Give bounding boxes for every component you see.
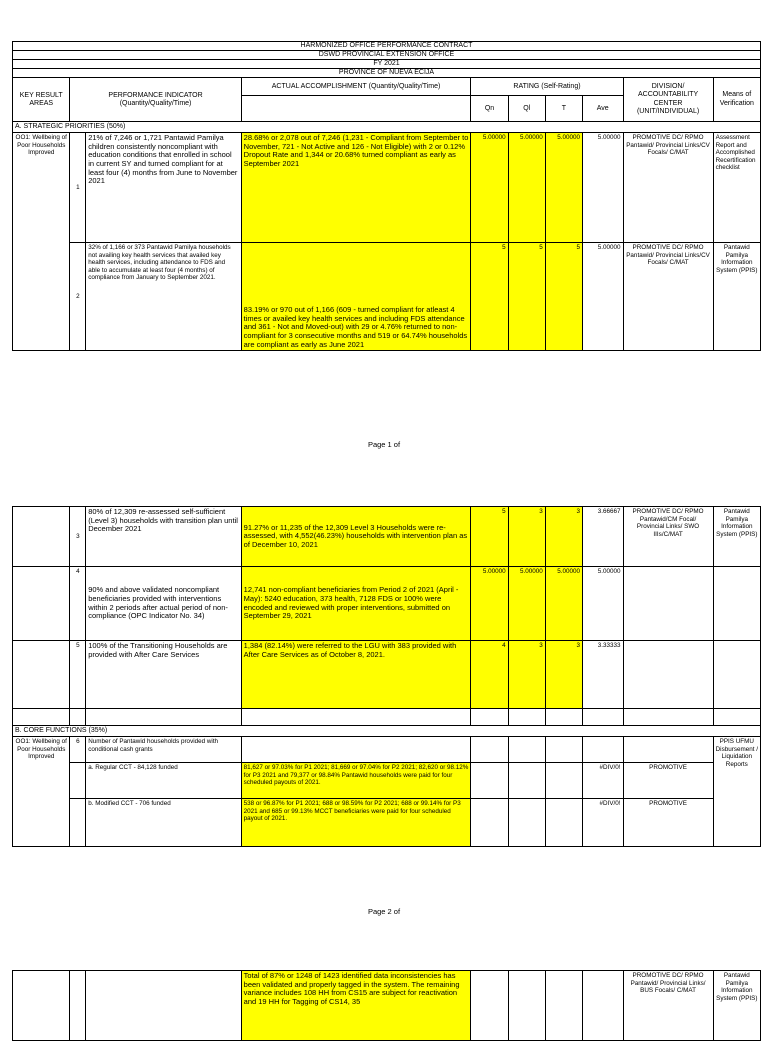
means-cell: Pantawid Pamilya Information System (PPIS) <box>713 507 760 567</box>
page-2-sheet <box>12 506 761 847</box>
division-cell <box>623 737 713 763</box>
indicator-cell: 90% and above validated noncompliant beneficiaries provided with interventions within 2 periods after actual period of non-compliance (OPC Indicator No. 34) <box>86 567 241 641</box>
section-strategic-priorities: A. STRATEGIC PRIORITIES (50%) <box>13 122 761 133</box>
page-number: Page 1 of <box>367 440 401 449</box>
division-cell <box>623 641 713 709</box>
means-cell: PPIS UFMU Disbursement / Liquidation Reports <box>713 737 760 847</box>
subitem-label: b. Modified CCT - 706 funded <box>86 799 241 847</box>
indicator-cell: 21% of 7,246 or 1,721 Pantawid Pamilya children consistently noncompliant with education conditions that enrolled in school in current SY and turned compliant for at least four (4) months from June to November 2021 <box>86 133 241 243</box>
rating-ave: 5.00000 <box>582 567 623 641</box>
rating-ave: 3.66667 <box>582 507 623 567</box>
fiscal-year: FY 2021 <box>13 60 761 69</box>
row-number: 5 <box>70 641 86 709</box>
division-cell: PROMOTIVE DC/ RPMO Pantawid/CM Focal/ Provincial Links/ SWO IIIs/C/MAT <box>623 507 713 567</box>
province-title: PROVINCE OF NUEVA ECIJA <box>13 69 761 78</box>
col-qn-header: Qn <box>471 96 508 122</box>
page-number: Page 2 of <box>367 907 401 916</box>
accomplishment-cell: 91.27% or 11,235 of the 12,309 Level 3 Households were re-assessed, with 4,552(46.23%) households with intervention plan as of December 10, 2021 <box>241 507 471 567</box>
col-kra-header: KEY RESULT AREAS <box>13 78 70 122</box>
col-means-header: Means of Verification <box>713 78 760 122</box>
division-cell: PROMOTIVE <box>623 799 713 847</box>
kra-cell-empty <box>13 971 70 1041</box>
rating-ave: 5.00000 <box>582 243 623 351</box>
division-cell: PROMOTIVE DC/ RPMO Pantawid/ Provincial Links/ BUS Focals/ C/MAT <box>623 971 713 1041</box>
rating-ave: 5.00000 <box>582 133 623 243</box>
col-accomplishment-blank <box>241 96 471 122</box>
accomplishment-cell: Total of 87% or 1248 of 1423 identified data inconsistencies has been validated and properly tagged in the system. The remaining variance includes 108 HH from CS15 are subject for reactivation and 19 HH for Tagging of CS14, 35 <box>241 971 471 1041</box>
col-division-header: DIVISION/ ACCOUNTABILITY CENTER (UNIT/INDIVIDUAL) <box>623 78 713 122</box>
accomplishment-cell: 83.19% or 970 out of 1,166 (609 - turned compliant for atleast 4 times or availed key health services and including FDS attendance and 361 - Not and Moved-out) with 29 or 4.76% returned to non-compliant for 3 consecutive months and 519 or 64.74% households are compliant as early as June 2021 <box>241 243 471 351</box>
indicator-cell: Number of Pantawid households provided with conditional cash grants <box>86 737 241 763</box>
rating-qn: 4 <box>471 641 508 709</box>
means-cell: Assessment Report and Accomplished Recertification checklist <box>713 133 760 243</box>
col-ave-header: Ave <box>582 96 623 122</box>
rating-t: 5.00000 <box>545 133 582 243</box>
rating-t: 3 <box>545 507 582 567</box>
col-t-header: T <box>545 96 582 122</box>
indicator-cell <box>86 971 241 1041</box>
division-cell <box>623 567 713 641</box>
means-cell <box>713 567 760 641</box>
rating-t: 5.00000 <box>545 567 582 641</box>
row-number: 1 <box>70 133 86 243</box>
rating-qn: 5 <box>471 243 508 351</box>
indicator-cell: 80% of 12,309 re-assessed self-sufficient (Level 3) households with transition plan until December 2021 <box>86 507 241 567</box>
division-cell: PROMOTIVE DC/ RPMO Pantawid/ Provincial Links/CV Focals/ C/MAT <box>623 133 713 243</box>
rating-ql: 3 <box>508 641 545 709</box>
kra-cell: OO1: Wellbeing of Poor Households Improved <box>13 737 70 847</box>
rating-ql: 3 <box>508 507 545 567</box>
rating-ave: 3.33333 <box>582 641 623 709</box>
col-rating-header: RATING (Self-Rating) <box>471 78 623 96</box>
rating-qn: 5.00000 <box>471 133 508 243</box>
accomplishment-cell: 28.68% or 2,078 out of 7,246 (1,231 - Compliant from September to November, 721 - Not Active and 126 - Not Eligible) with 2 or 0.12% Dropout Rate and 1,344 or 20.68% turned compliant as early as September 2021 <box>241 133 471 243</box>
page-3-sheet <box>12 970 761 1041</box>
office-title: DSWD PROVINCIAL EXTENSION OFFICE <box>13 51 761 60</box>
indicator-cell: 32% of 1,166 or 373 Pantawid Pamilya households not availing key health services that availed key health services, including attendance to FDS and able to accumulate at least four (4 months) of compliance from January to September 2021. <box>86 243 241 351</box>
page-1-sheet <box>12 41 761 351</box>
indicator-cell: 100% of the Transitioning Households are provided with After Care Services <box>86 641 241 709</box>
row-number: 4 <box>70 567 86 641</box>
kra-cell: OO1: Wellbeing of Poor Households Improved <box>13 133 70 351</box>
subitem-label: a. Regular CCT - 84,128 funded <box>86 763 241 799</box>
kra-cell-empty <box>13 567 70 641</box>
rating-qn: 5.00000 <box>471 567 508 641</box>
division-cell: PROMOTIVE DC/ RPMO Pantawid/ Provincial Links/CV Focals/ C/MAT <box>623 243 713 351</box>
rating-t: 3 <box>545 641 582 709</box>
rating-ave: #DIV/0! <box>582 763 623 799</box>
performance-contract-table-page-3 <box>12 970 761 1041</box>
rating-qn: 5 <box>471 507 508 567</box>
row-number: 3 <box>70 507 86 567</box>
rating-ql: 5.00000 <box>508 567 545 641</box>
means-cell: Pantawid Pamilya Information System (PPIS) <box>713 243 760 351</box>
performance-contract-table-page-2 <box>12 506 761 847</box>
section-core-functions: B. CORE FUNCTIONS (35%) <box>13 726 761 737</box>
spacer-cell <box>13 709 70 726</box>
rating-ql: 5.00000 <box>508 133 545 243</box>
rating-ave: #DIV/0! <box>582 799 623 847</box>
division-cell: PROMOTIVE <box>623 763 713 799</box>
col-ql-header: Ql <box>508 96 545 122</box>
accomplishment-cell: 81,627 or 97.03% for P1 2021; 81,669 or 97.04% for P2 2021; 82,620 or 98.12% for P3 2021 and 79,377 or 98.84% Pantawid households were paid for four scheduled payouts of 2021. <box>241 763 471 799</box>
col-indicator-header: PERFORMANCE INDICATOR (Quantity/Quality/Time) <box>70 78 241 122</box>
row-number: 6 <box>70 737 86 763</box>
rating-t: 5 <box>545 243 582 351</box>
kra-cell-empty <box>13 641 70 709</box>
accomplishment-cell <box>241 737 471 763</box>
means-cell: Pantawid Pamilya Information System (PPIS) <box>713 971 760 1041</box>
performance-contract-table-page-1 <box>12 41 761 351</box>
contract-title: HARMONIZED OFFICE PERFORMANCE CONTRACT <box>13 42 761 51</box>
col-accomplishment-header: ACTUAL ACCOMPLISHMENT (Quantity/Quality/Time) <box>241 78 471 96</box>
row-number: 2 <box>70 243 86 351</box>
kra-cell-empty <box>13 507 70 567</box>
accomplishment-cell: 12,741 non-compliant beneficiaries from Period 2 of 2021 (April - May): 5240 education, 373 health, 7128 FDS or 100% were encoded and reviewed with proper interventions, submitted on September 29, 2021 <box>241 567 471 641</box>
means-cell <box>713 641 760 709</box>
accomplishment-cell: 1,384 (82.14%) were referred to the LGU with 383 provided with After Care Services as of October 8, 2021. <box>241 641 471 709</box>
rating-ql: 5 <box>508 243 545 351</box>
accomplishment-cell: 538 or 96.87% for P1 2021; 688 or 98.59% for P2 2021; 688 or 99.14% for P3 2021 and 685 or 99.13% MCCT beneficiaries were paid for four scheduled payout of 2021. <box>241 799 471 847</box>
